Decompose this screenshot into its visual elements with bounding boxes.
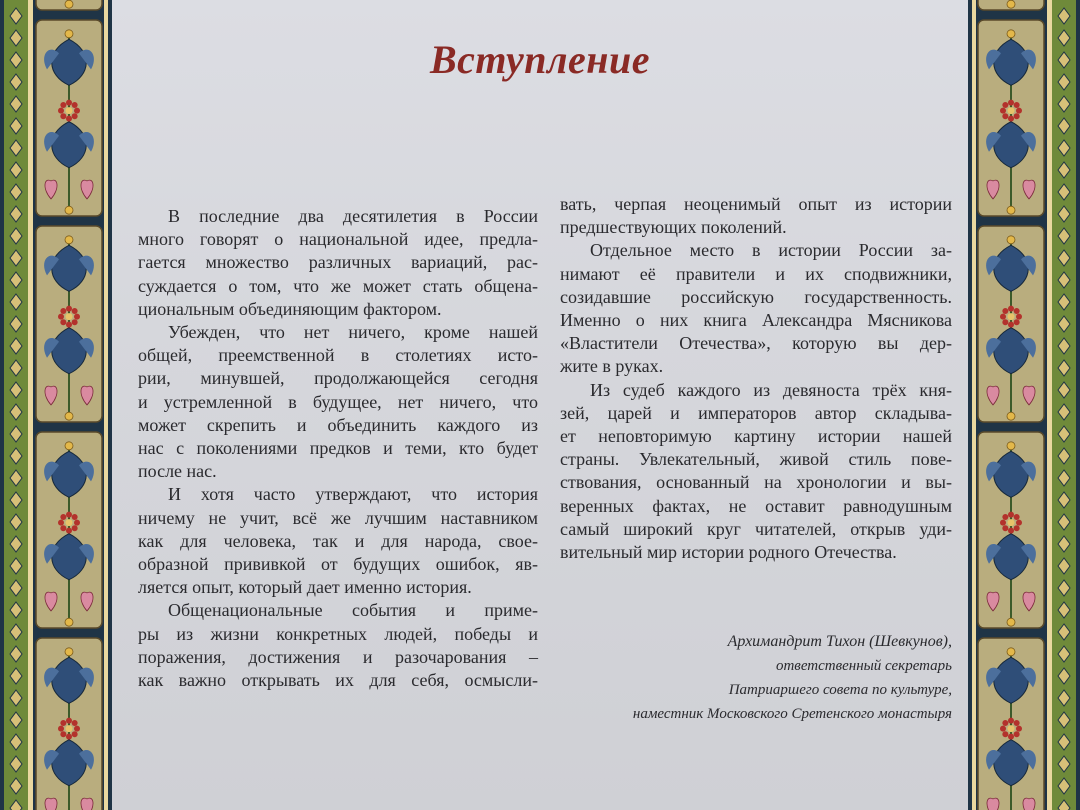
signature-line: наместник Московского Сретенского монастыря (632, 706, 952, 722)
text-line: гается множество различных вариаций, рас- (138, 252, 538, 273)
text-line: самый широкий круг читателей, открыв уди- (560, 518, 952, 539)
text-line: может скрепить и объединить каждого из (138, 414, 538, 435)
text-line: вительный мир истории родного Отечества. (560, 542, 897, 563)
left-text-column (138, 205, 538, 692)
text-line: нимают её правители и их сподвижники, (560, 263, 952, 284)
text-line: рии, минувшей, продолжающейся сегодня (138, 368, 538, 389)
text-line: предшествующих поколений. (560, 217, 787, 238)
text-line: как важно открывать их для себя, осмысли- (138, 670, 538, 691)
text-line: ляется опыт, который дает именно история. (138, 577, 472, 598)
text-line: «Властители Отечества», которую вы дер- (560, 333, 952, 354)
right-text-column (560, 193, 952, 564)
text-line: веренных фактах, не оставит равнодушным (560, 495, 952, 516)
text-line: поражения, достижения и разочарования – (138, 646, 538, 667)
text-line: Из судеб каждого из девяноста трёх кня- (590, 379, 952, 400)
text-line: Общенациональные события и приме- (168, 600, 538, 621)
book-page (112, 0, 968, 810)
text-line: Убежден, что нет ничего, кроме нашей (168, 322, 538, 343)
signature-line: Патриаршего совета по культуре, (728, 682, 952, 698)
text-line: Отдельное место в истории России за- (590, 240, 952, 261)
text-line: образной прививкой от будущих ошибок, яв- (138, 554, 538, 575)
text-line: ничему не учит, всё же лучшим наставником (138, 507, 538, 528)
text-line: циональным объединяющим фактором. (138, 298, 442, 319)
text-line: страны. Увлекательный, живой стиль пове- (560, 449, 952, 470)
floral-border-ornament (0, 0, 112, 810)
text-line: после нас. (138, 461, 217, 482)
left-ornamental-border (0, 0, 112, 810)
text-line: ет неповторимую картину истории нашей (560, 426, 952, 447)
text-line: зей, царей и императоров автор складыва- (560, 402, 952, 423)
floral-border-ornament (968, 0, 1080, 810)
text-line: И хотя часто утверждают, что история (168, 484, 538, 505)
text-line: В последние два десятилетия в России (168, 206, 538, 226)
text-line: много говорят о национальной идее, предла- (138, 229, 538, 250)
page-title: Вступление (429, 37, 651, 82)
text-line: нас с поколениями предков и теми, кто будет (138, 438, 538, 459)
signature-line: ответственный секретарь (775, 658, 952, 674)
text-line: жите в руках. (560, 356, 664, 377)
text-line: Именно о них книга Александра Мясникова (560, 310, 952, 331)
signature-name: Архимандрит Тихон (Шевкунов), (727, 633, 952, 650)
right-ornamental-border (968, 0, 1080, 810)
text-line: ры из жизни конкретных людей, победы и (138, 623, 538, 644)
signature-block (560, 630, 952, 726)
text-line: вать, черпая неоценимый опыт из истории (560, 194, 952, 214)
text-line: общей, преемственной в столетиях исто- (138, 345, 538, 366)
text-line: и устремленной в будущее, нет ничего, что (138, 391, 538, 412)
text-line: как для человека, так и для народа, свое- (138, 530, 538, 551)
text-line: созидавшие российскую государственность. (560, 286, 952, 307)
text-line: ствования, основанный на хронологии и вы- (560, 472, 952, 493)
text-line: суждается о том, что же может стать общена- (138, 275, 538, 296)
